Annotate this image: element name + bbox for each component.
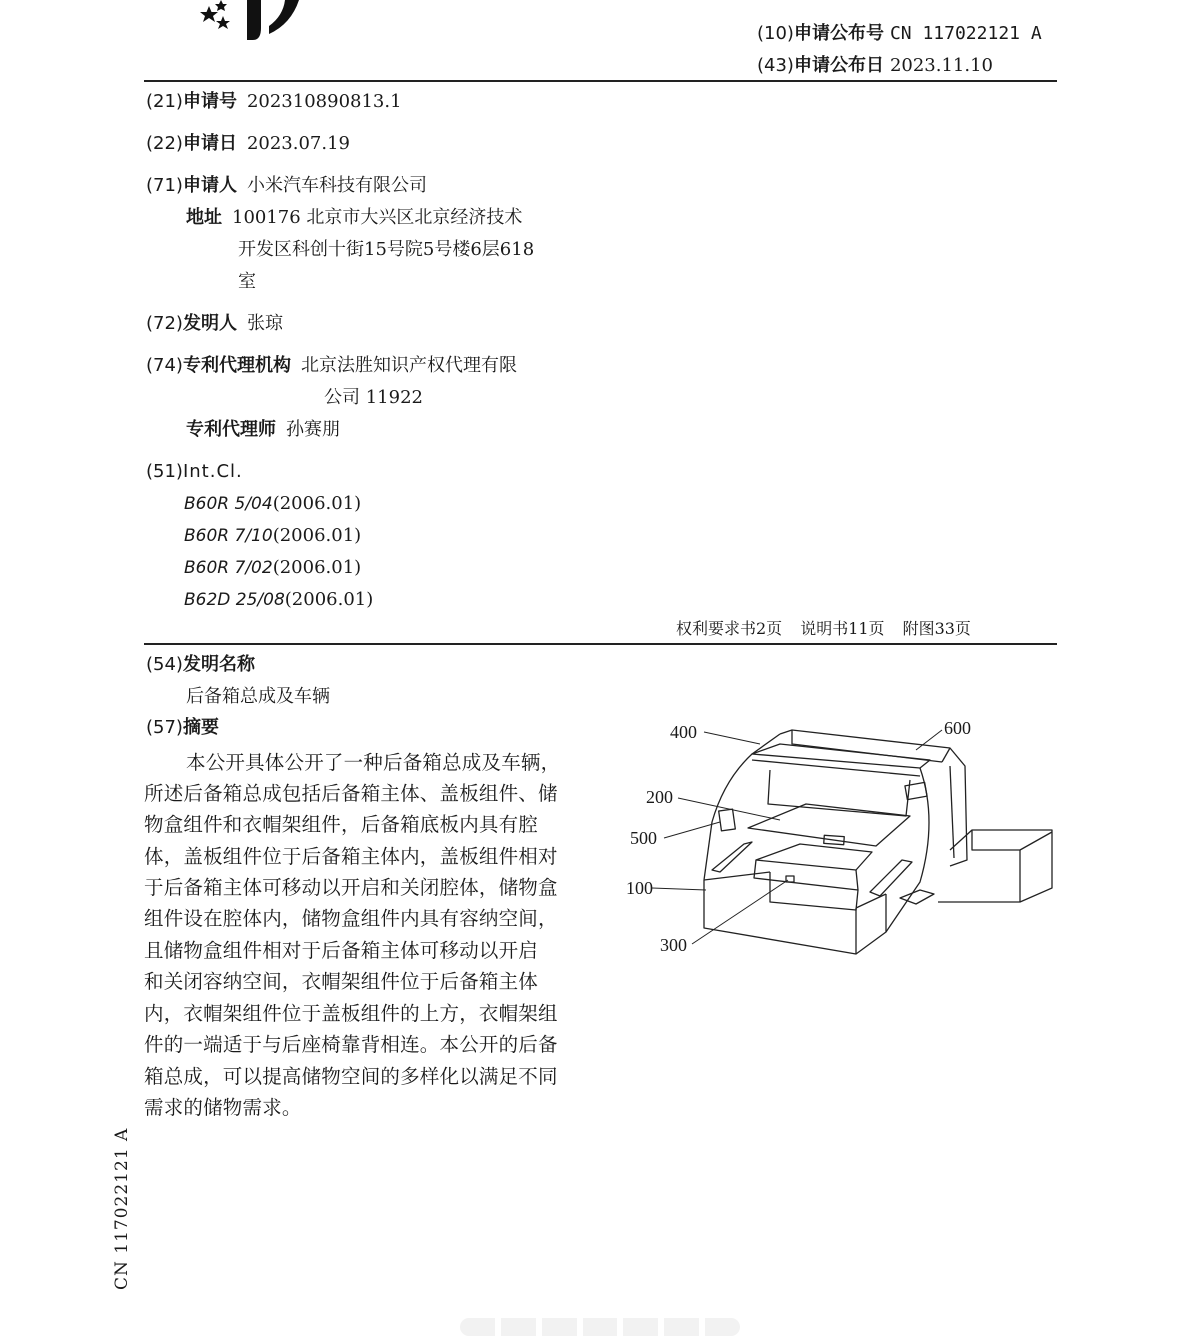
abstract-line: 和关闭容纳空间，衣帽架组件位于后备箱主体 [144,970,539,993]
inventor-label: 发明人 [182,313,237,334]
class-code: B60R 5/04 [184,494,273,514]
class-row [184,588,373,612]
side-publication-number: CN 117022121 A [112,1127,132,1290]
class-row [184,524,361,548]
mid-divider [144,643,1057,645]
class-code: B62D 25/08 [184,590,285,610]
class-date: (2006.01) [272,525,362,546]
abstract-line: 物盒组件和衣帽架组件，后备箱底板内具有腔 [144,813,539,836]
abstract-heading [146,716,219,740]
title-label: 发明名称 [182,654,255,675]
pub-date-code: (43) [757,55,794,76]
abstract-line: 件的一端适于与后座椅靠背相连。本公开的后备 [144,1033,558,1056]
applicant-label: 申请人 [182,175,237,196]
figure-label-300: 300 [660,935,687,955]
applicant [146,174,427,198]
invention-title-heading [146,653,255,677]
abstract-line: 内，衣帽架组件位于盖板组件的上方，衣帽架组 [144,1002,558,1025]
invention-title: 后备箱总成及车辆 [186,686,330,707]
class-code: B60R 7/10 [184,526,273,546]
intcl-label: Int.Cl. [182,461,243,482]
application-number [146,90,402,114]
abstract-label: 摘要 [182,717,219,738]
app-date-label: 申请日 [182,133,237,154]
cnipa-logo [195,0,315,45]
address-line-1: 100176 北京市大兴区北京经济技术 [232,207,523,228]
class-date: (2006.01) [272,493,362,514]
page-indicator-segment [460,1318,501,1336]
figure-label-400: 400 [670,722,697,742]
address-line-3: 室 [238,271,256,292]
pub-no-code: (10) [757,23,794,44]
abstract-line: 于后备箱主体可移动以开启和关闭腔体，储物盒 [144,876,558,899]
abstract-line: 箱总成，可以提高储物空间的多样化以满足不同 [144,1065,558,1088]
agency-line-1: 北京法胜知识产权代理有限 [300,355,517,376]
abstract-code: (57) [146,717,183,738]
app-date-value: 2023.07.19 [246,133,351,154]
figure-label-100: 100 [626,878,653,898]
app-no-value: 202310890813.1 [246,91,402,112]
applicant-value: 小米汽车科技有限公司 [246,175,427,196]
int-cl [146,460,243,484]
inventor [146,312,283,336]
class-date: (2006.01) [272,557,362,578]
abstract-line: 组件设在腔体内，储物盒组件内具有容纳空间， [144,907,558,930]
app-no-label: 申请号 [182,91,237,112]
page-indicator-segment [623,1318,664,1336]
claims-pages: 权利要求书2页 [676,619,783,638]
pub-no-value: CN 117022121 A [889,23,1042,44]
class-code: B60R 7/02 [184,558,273,578]
agency-label: 专利代理机构 [182,355,291,376]
patent-agency [146,354,517,378]
title-code: (54) [146,654,183,675]
page-indicator-segment [705,1318,740,1336]
page-indicator-segment [664,1318,705,1336]
publication-number [757,22,1042,46]
pub-no-label: 申请公布号 [793,23,884,44]
class-row [184,492,361,516]
intcl-code: (51) [146,461,183,482]
inventor-code: (72) [146,313,183,334]
pub-date-label: 申请公布日 [793,55,884,76]
abstract-line: 所述后备箱总成包括后备箱主体、盖板组件、储 [144,782,558,805]
patent-agent [186,418,340,442]
abstract-line: 体，盖板组件位于后备箱主体内，盖板组件相对 [144,845,558,868]
class-date: (2006.01) [284,589,374,610]
agency-code: (74) [146,355,183,376]
figure-label-500: 500 [630,828,657,848]
page-indicator-segment [583,1318,624,1336]
description-pages: 说明书11页 [800,619,885,638]
app-date-code: (22) [146,133,183,154]
abstract-line: 本公开具体公开了一种后备箱总成及车辆， [186,751,561,774]
inventor-value: 张琼 [246,313,283,334]
application-date [146,132,350,156]
app-no-code: (21) [146,91,183,112]
top-divider [144,80,1057,82]
agent-label: 专利代理师 [186,419,276,440]
abstract-line: 且储物盒组件相对于后备箱主体可移动以开启 [144,939,539,962]
agent-value: 孙赛朋 [286,419,340,440]
page-indicator-segment [501,1318,542,1336]
logo-emblem-icon [195,0,315,45]
address-label: 地址 [186,207,222,228]
figure-label-200: 200 [646,787,673,807]
class-row [184,556,361,580]
agency-line-2: 公司 11922 [324,387,423,408]
applicant-code: (71) [146,175,183,196]
publication-date [757,54,993,78]
figure-label-600: 600 [944,718,971,738]
page-counts [676,616,971,639]
drawings-pages: 附图33页 [902,619,971,638]
address-line-2: 开发区科创十街15号院5号楼6层618 [238,239,535,260]
address [186,206,522,230]
page-indicator-segment [542,1318,583,1336]
pub-date-value: 2023.11.10 [889,55,994,76]
abstract-line: 需求的储物需求。 [144,1096,302,1119]
page-indicator [460,1318,740,1336]
